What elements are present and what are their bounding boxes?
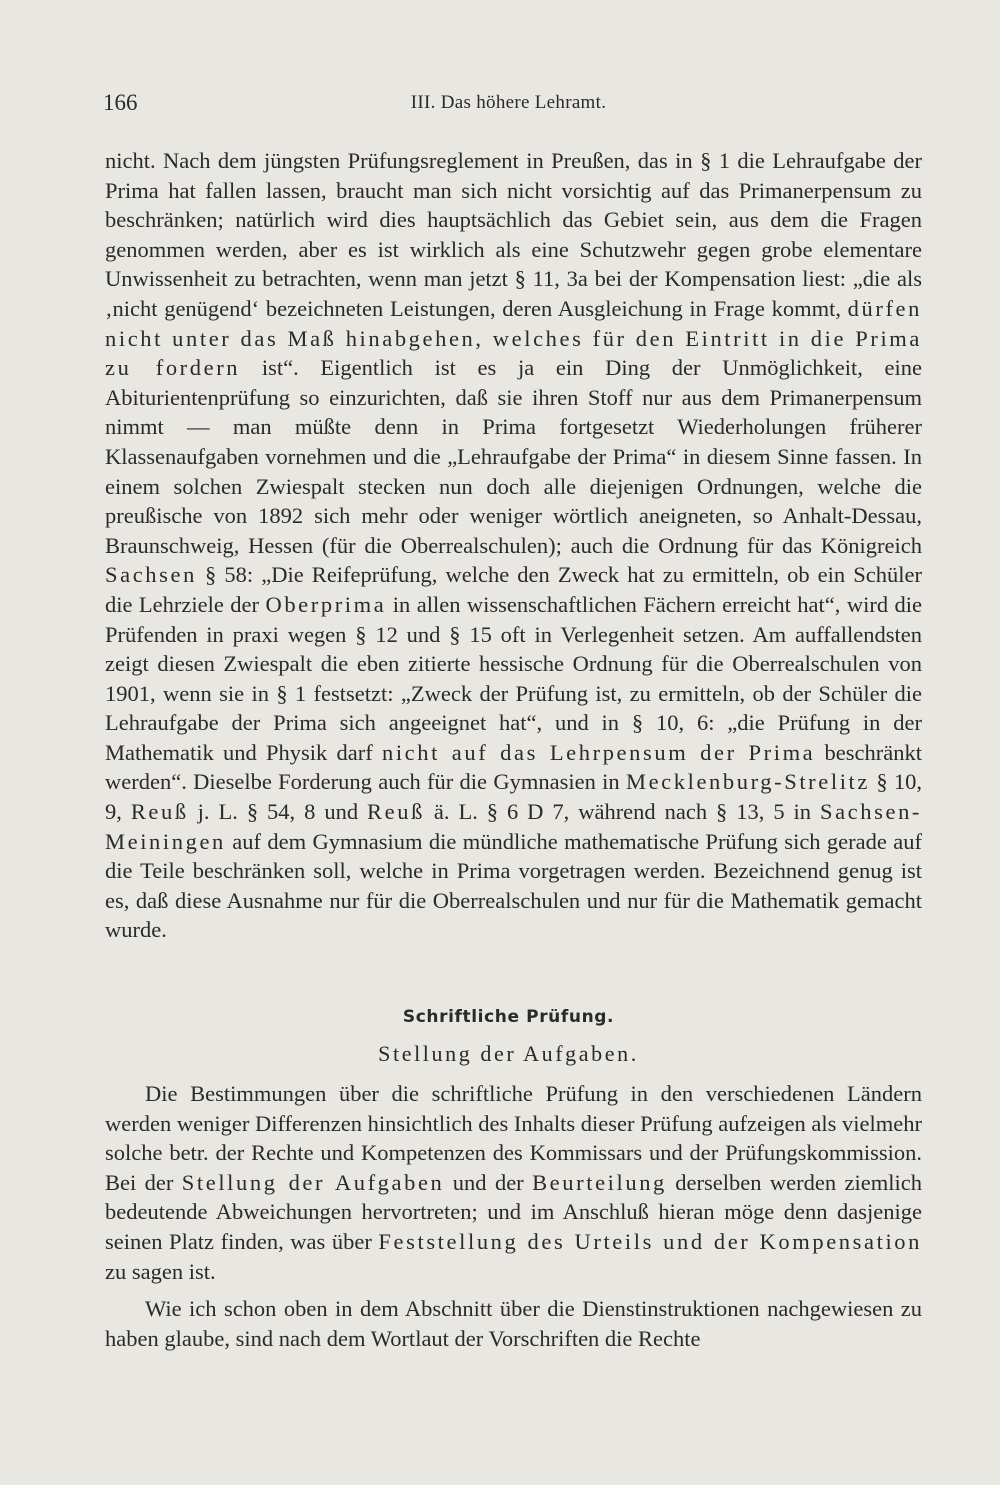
text-run: zu sagen ist. xyxy=(105,1258,216,1284)
emphasized-text: Sachsen-Meiningen xyxy=(105,799,923,854)
text-run: nicht. Nach dem jüngsten Prüfungsreglement in Preußen, das in § 1 die Lehraufgabe der Prima hat fallen lassen, braucht man sich nicht vorsichtig auf das Primanerpensum zu beschränken; natürlich wird dies hauptsächlich das Gebiet sein, aus dem die Fragen genommen werden, aber es ist wirklich als eine Schutzwehr gegen grobe elementare Unwissenheit zu betrachten, wenn man jetzt § 11, 3a bei der Kompensation liest: „die als ‚nicht genügend‘ bezeichneten Leistungen, deren Ausgleichung in Frage kommt, xyxy=(105,148,922,321)
text-run: auf dem Gymnasium die mündliche mathematische Prüfung sich gerade auf die Teile beschränken soll, welche in Prima vorgetragen werden. Bezeichnend genug ist es, daß diese Ausnahme nur für die Oberrealschulen und nur für die Mathematik gemacht wurde. xyxy=(105,828,922,943)
page-header xyxy=(95,80,922,120)
emphasized-text: nicht auf das Lehrpensum der Prima xyxy=(381,739,816,765)
text-run: § 58: „Die Reifeprüfung, welche den Zweck hat zu ermitteln, ob ein Schüler die Lehrziele der xyxy=(105,562,922,617)
text-run: § 10, 9, xyxy=(105,769,922,825)
emphasized-text: Stellung der Aufgaben xyxy=(181,1169,445,1195)
text-run: ä. L. § 6 D 7, während nach § 13, 5 in xyxy=(424,799,820,825)
text-run: ist“. Eigentlich ist es ja ein Ding der Unmöglichkeit, eine Abiturientenprüfung so einzurichten, daß sie ihren Stoff nur aus dem Primanerpensum nimmt — man müßte denn in Prima fortgesetzt Wiederholungen früherer Klassenaufgaben vornehmen und die „Lehraufgabe der Prima“ in diesem Sinne fassen. In einem solchen Zwiespalt stecken nun doch alle diejenigen Ordnungen, welche die preußische von 1892 sich mehr oder weniger wörtlich aneigneten, so Anhalt-Dessau, Braunschweig, Hessen (für die Oberrealschulen); auch die Ordnung für das Königreich xyxy=(105,355,922,558)
text-run: in allen wissenschaftlichen Fächern erreicht hat“, wird die Prüfenden in praxi wegen § 12 und § 15 oft in Verlegenheit setzen. Am auffallendsten zeigt diesen Zwiespalt die eben zitierte hessische Ordnung für die Oberrealschulen von 1901, wenn sie in § 1 festsetzt: „Zweck der Prüfung ist, zu ermitteln, ob der Schüler die Lehraufgabe der Prima sich angeeignet hat“, und in § 10, 6: „die Prüfung in der Mathematik und Physik darf xyxy=(105,591,922,765)
paragraph-2 xyxy=(105,1079,922,1286)
section-subheading: Stellung der Aufgaben. xyxy=(378,1041,639,1067)
paragraph-1 xyxy=(105,146,922,945)
emphasized-text: Reuß xyxy=(367,799,425,825)
emphasized-text: Mecklenburg-Strelitz xyxy=(625,769,870,795)
emphasized-text: dürfen nicht unter das Maß hinabgehen, welches für den Eintritt in die Prima zu fordern xyxy=(105,295,922,381)
text-run: und der xyxy=(444,1169,533,1195)
text-run: derselben werden ziemlich bedeutende Abweichungen hervortreten; und im Anschluß hieran möge denn dasjenige seinen Platz finden, was über xyxy=(105,1169,922,1254)
text-run: beschränkt werden“. Dieselbe Forderung auch für die Gymnasien in xyxy=(105,739,922,795)
emphasized-text: Oberprima xyxy=(265,591,387,617)
section-heading: Schriftliche Prüfung. xyxy=(402,1007,615,1028)
emphasized-text: Feststellung des Urteils und der Kompensation xyxy=(378,1229,922,1254)
emphasized-text: Sachsen xyxy=(105,562,197,588)
page-number: 166 xyxy=(103,90,138,115)
running-head: III. Das höhere Lehramt. xyxy=(410,92,607,113)
emphasized-text: Reuß xyxy=(130,799,189,825)
emphasized-text: Beurteilung xyxy=(532,1169,667,1195)
section-text xyxy=(95,1079,922,1353)
text-run: j. L. § 54, 8 und xyxy=(188,799,368,825)
text-run: Die Bestimmungen über die schriftliche Prüfung in den verschiedenen Ländern werden weniger Differenzen hinsichtlich des Inhalts dieser Prüfung aufzeigen als vielmehr solche betr. der Rechte und Kompetenzen des Kommissars und der Prüfungskommission. Bei der xyxy=(105,1081,922,1195)
main-text xyxy=(95,146,922,945)
paragraph-3: Wie ich schon oben in dem Abschnitt über die Dienstinstruktionen nachgewiesen zu haben glaube, sind nach dem Wortlaut der Vorschriften die Rechte xyxy=(105,1296,922,1351)
